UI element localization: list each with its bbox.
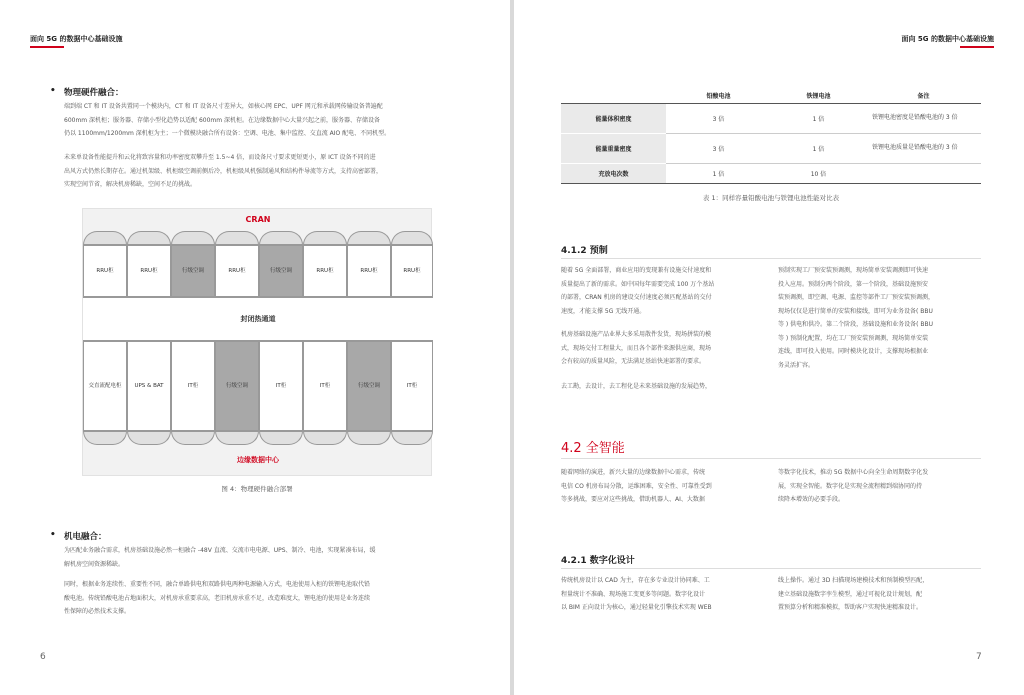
page-number: 7: [976, 652, 982, 662]
table-cell: [866, 163, 981, 183]
paragraph-digital-design-col2: 线上操作。通过 3D 扫描现场建模技术和预制模型匹配， 建立基础设施数字孪生模型，通过可视化设计规划，配 置预算分析和精准模拟，帮助客户实现快速精准设计。: [778, 577, 929, 611]
table-row-header: 充放电次数: [561, 163, 666, 183]
figure-label-edge-dc: 边缘数据中心: [237, 456, 279, 464]
dome-shape: [127, 431, 171, 445]
paragraph-intelligence-col1: 随着网络的演进，新兴大量的边缘数据中心需求，传统 电信 CO 机房布局分散，运维困难，安全性、可靠性受到 等多挑战，要应对这些挑战，借助机器人、AI、大数据: [561, 469, 712, 503]
cabinet-rru: RRU柜: [303, 245, 347, 297]
paragraph-prefab-col2: 预制实现工厂预安装预调测，现场简单安装调测即可快速 投入应用。预制分两个阶段，第一个阶段，基础设施预安 装预调测，即空调、电源、监控等部件工厂预安装预调测， 现场仅仅是进行简单的安装和接线，即可为业务设备( BBU 等 ) 供电和供冷。第二个阶段，基础设施和业务设备( BBU 等 ) 预制化配置，均在工厂预安装预调测，现场简单安装 连线，即可投入使用。同时模块化设计，支撑现场根据业 务灵活扩容。: [778, 267, 935, 369]
running-head-rule: [30, 46, 64, 48]
table-cell: 铁锂电池密度是铅酸电池的 3 倍: [866, 103, 981, 133]
cabinet-row-ac: 行级空调: [347, 341, 391, 431]
dome-shape: [83, 431, 127, 445]
heading-4-2-1: 4.2.1 数字化设计: [561, 556, 635, 566]
cabinet-it: IT柜: [259, 341, 303, 431]
paragraph-hardware-2: 未来单设备性能提升和云化将致容量和功率密度双攀升至 1.5~4 倍，而设备尺寸要求更短更小，原 ICT 设备不同的进 出风方式仍然长期存在。通过机架级、机柜级空调前侧后冷，机柜级风机强制通风和结构件导流等方式，支持高密部署， 实现空间节省，解决机房稀缺，空间不足的挑战。: [64, 154, 383, 188]
right-page: [514, 0, 1024, 695]
table-cell: 铁锂电池质量是铅酸电池的 3 倍: [866, 133, 981, 163]
battery-comparison-table: [561, 88, 981, 184]
heading-rule: [561, 258, 981, 259]
figure-hardware-integration: [82, 208, 432, 476]
bullet-icon: •: [50, 86, 56, 96]
cabinet-ups-bat: UPS & BAT: [127, 341, 171, 431]
cabinet-it: IT柜: [171, 341, 215, 431]
dome-shape: [215, 231, 259, 245]
section-title-hardware: [50, 86, 124, 98]
table-cell: 10 倍: [771, 163, 866, 183]
heading-4-1-2: 4.1.2 预制: [561, 246, 608, 256]
running-head: 面向 5G 的数据中心基础设施: [30, 35, 123, 43]
paragraph-prefab-col1-1: 随着 5G 全面部署，商业应用的变现兼有设施交付速度和 质量提出了新的需求。如中国每年需要完成 100 万个基站 的部署，CRAN 机房的建设交付速度必须匹配基站的交付 速度，才能支撑 5G 无线开通。: [561, 267, 715, 315]
cabinet-rru: RRU柜: [215, 245, 259, 297]
cabinet-rru: RRU柜: [347, 245, 391, 297]
cabinet-row-ac: 行级空调: [215, 341, 259, 431]
dome-shape: [171, 431, 215, 445]
table-header-row: [561, 88, 981, 103]
running-head: 面向 5G 的数据中心基础设施: [901, 35, 994, 43]
section-title-text: 物理硬件融合：: [64, 88, 124, 98]
dome-shape: [215, 431, 259, 445]
dome-shape: [347, 231, 391, 245]
paragraph-prefab-col1-2: 机房基础设施产品业界大多采用散件发货，现场拼装的模 式，现场交付工程量大，而且各个部件来源供应商，现场 会有较高的质量风险，无法满足基站快速部署的要求。: [561, 331, 712, 365]
table-header: 铁锂电池: [771, 88, 866, 103]
dome-shape: [303, 231, 347, 245]
cabinet-row-ac: 行级空调: [171, 245, 215, 297]
page-number: 6: [40, 652, 46, 662]
cabinet-rru: RRU柜: [127, 245, 171, 297]
table-row: [561, 163, 981, 183]
cabinet-row-ac: 行级空调: [259, 245, 303, 297]
paragraph-digital-design-col1: 传统机房设计以 CAD 为主，存在多专业设计协同难、工 程量统计不准确、现场施工变更多等问题。数字化设计 以 BIM 正向设计为核心，通过轻量化引擎技术实现 WEB: [561, 577, 712, 611]
table-caption: 表 1：同样容量铅酸电池与铁锂电池性能对比表: [702, 194, 840, 202]
section-title-text: 机电融合：: [64, 532, 107, 542]
dome-shape: [347, 431, 391, 445]
dome-shape: [83, 231, 127, 245]
dome-shape: [259, 431, 303, 445]
table-cell: 1 倍: [771, 103, 866, 133]
paragraph-prefab-col1-3: 去工勘，去设计，去工程化是未来基础设施的发展趋势，: [561, 383, 712, 390]
paragraph-hardware-1: 端到端 CT 和 IT 设备共置同一个模块内，CT 和 IT 设备尺寸差异大，如核心网 EPC、UPF 网元和承载网传输设备普遍配 600mm 深机柜；服务器、存储小型化趋势以适配 600mm 深机柜。在边缘数据中心大量兴起之前，服务器、存储设备 仍以 1100mm/1200mm 深机柜为主；一个微模块融合所有设备：空调、电池、集中监控、交直流 AIO 配电、不同机型。: [64, 103, 391, 137]
table-header: 铅酸电池: [666, 88, 771, 103]
paragraph-electromechanical-2: 同时，根据业务连续性、重要性不同，融合单路供电和双路供电两种电源输入方式，电池使用入柜的铁锂电池取代铅 酸电池。传统铅酸电池占地面积大，对机房承重要求高，老旧机房承重不足，改造难度大，锂电池的使用是业务连续 性保障的必然技术支撑。: [64, 581, 371, 615]
dome-shape: [391, 231, 433, 245]
section-title-electromechanical: [50, 530, 107, 542]
table-header: 备注: [866, 88, 981, 103]
table-row-header: 能量体积密度: [561, 103, 666, 133]
heading-4-2: 4.2 全智能: [561, 441, 625, 456]
bullet-icon: •: [50, 530, 56, 540]
heading-rule: [561, 568, 981, 569]
paragraph-intelligence-col2: 等数字化技术，推动 5G 数据中心向全生命周期数字化发 展，实现全智能。数字化是实现全流程精到端协同的持 续降本增效的必要手段。: [778, 469, 929, 503]
table-row-header: 能量重量密度: [561, 133, 666, 163]
table-cell: 3 倍: [666, 103, 771, 133]
cabinet-it: IT柜: [303, 341, 347, 431]
table-header: [561, 88, 666, 103]
cabinet-ac-dc-distribution: 交直流配电柜: [83, 341, 127, 431]
dome-shape: [259, 231, 303, 245]
dome-shape: [127, 231, 171, 245]
cabinet-rru: RRU柜: [83, 245, 127, 297]
paragraph-electromechanical-1: 为匹配业务融合需求，机房基础设施必然一柜融合 -48V 直流、交流市电电源、UPS、制冷、电池，实现紧凑布局，缓 解机房空间资源稀缺。: [64, 547, 376, 568]
table-row: [561, 103, 981, 133]
cabinet-it: IT柜: [391, 341, 433, 431]
hot-aisle: 封闭热通道: [83, 297, 433, 341]
table-row: [561, 133, 981, 163]
dome-shape: [391, 431, 433, 445]
heading-rule: [561, 458, 981, 459]
running-head-rule: [960, 46, 994, 48]
table-cell: 3 倍: [666, 133, 771, 163]
dome-shape: [171, 231, 215, 245]
figure-caption: 图 4：物理硬件融合部署: [221, 485, 293, 493]
left-page: [0, 0, 510, 695]
cabinet-rru: RRU柜: [391, 245, 433, 297]
table-cell: 1 倍: [666, 163, 771, 183]
figure-label-cran: CRAN: [245, 215, 271, 224]
table-cell: 1 倍: [771, 133, 866, 163]
dome-shape: [303, 431, 347, 445]
